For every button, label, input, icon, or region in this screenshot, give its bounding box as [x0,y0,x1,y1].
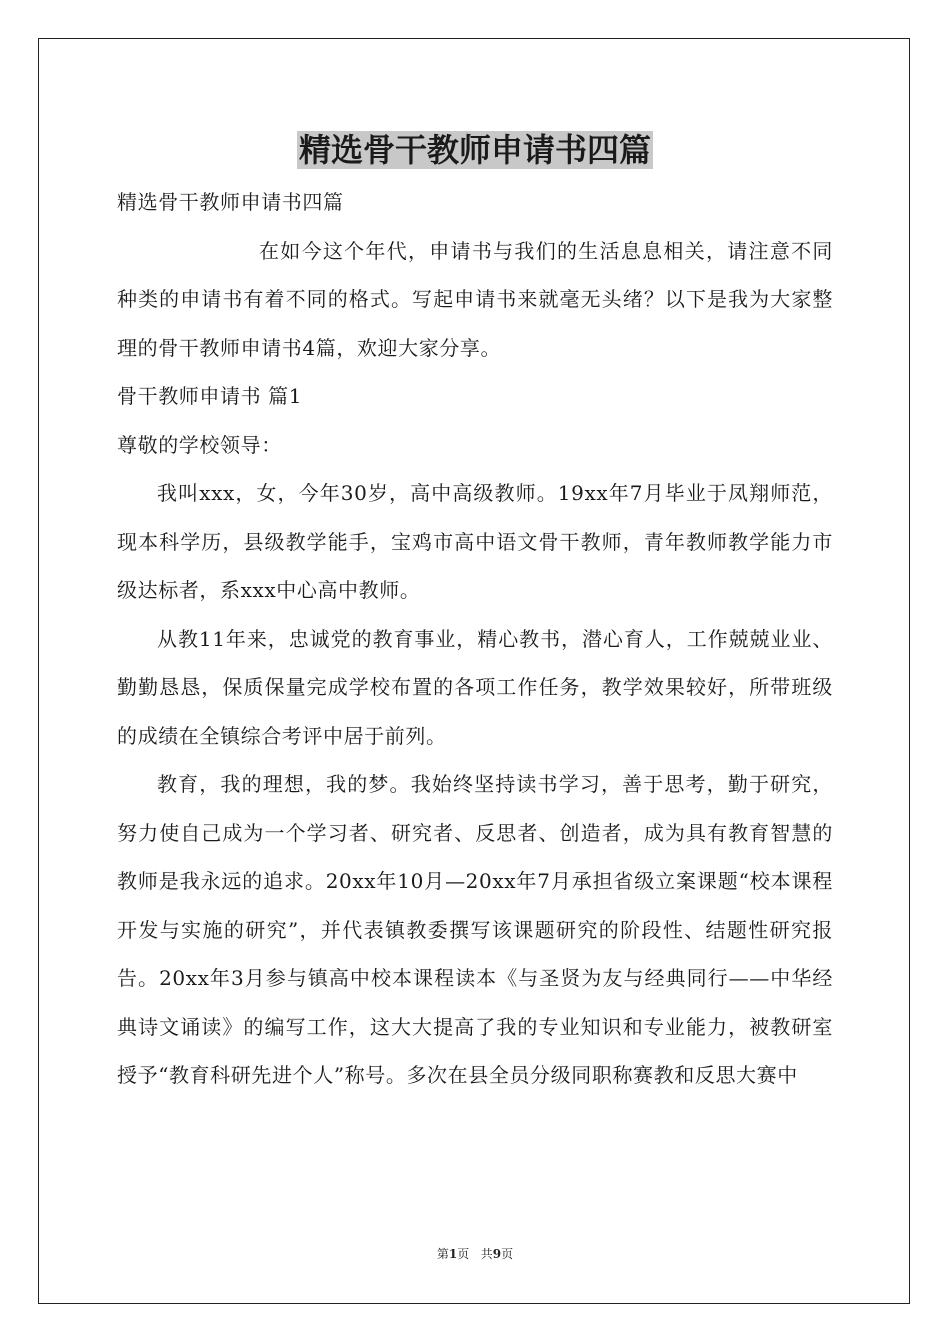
body-paragraph: 从教11年来，忠诚党的教育事业，精心教书，潜心育人，工作兢兢业业、勤勤恳恳，保质保量完成学校布置的各项工作任务，教学效果较好，所带班级的成绩在全镇综合考评中居于前列。 [117,626,833,748]
page-footer [0,1245,950,1262]
section-heading: 骨干教师申请书 篇1 [117,384,303,408]
document-title [0,126,950,174]
page-number-current: 1 [448,1247,458,1261]
page-number-prefix: 第 [436,1247,449,1261]
body-paragraph: 教育，我的理想，我的梦。我始终坚持读书学习，善于思考，勤于研究，努力使自己成为一个学习者、研究者、反思者、创造者，成为具有教育智慧的教师是我永远的追求。20xx年10月—20xx年7月承担省级立案课题“校本课程开发与实施的研究”，并代表镇教委撰写该课题研究的阶段性、结题性研究报告。20xx年3月参与镇高中校本课程读本《与圣贤为友与经典同行——中华经典诗文诵读》的编写工作，这大大提高了我的专业知识和专业能力，被教研室授予“教育科研先进个人”称号。多次在县全员分级同职称赛教和反思大赛中 [117,772,833,1087]
page-total-prefix: 共 [480,1247,493,1261]
page-number-suffix: 页 [457,1247,470,1261]
page-total-suffix: 页 [501,1247,514,1261]
page-total: 9 [492,1247,502,1261]
subtitle-paragraph: 精选骨干教师申请书四篇 [117,190,344,214]
body-paragraph: 我叫xxx，女，今年30岁，高中高级教师。19xx年7月毕业于凤翔师范，现本科学历，县级教学能手，宝鸡市高中语文骨干教师，青年教师教学能力市级达标者，系xxx中心高中教师。 [117,481,833,602]
intro-paragraph: 在如今这个年代，申请书与我们的生活息息相关，请注意不同种类的申请书有着不同的格式。写起申请书来就毫无头绪？以下是我为大家整理的骨干教师申请书4篇，欢迎大家分享。 [117,238,833,360]
document-title-text: 精选骨干教师申请书四篇 [298,131,651,169]
document-body [117,178,833,1100]
salutation: 尊敬的学校领导： [117,432,282,457]
